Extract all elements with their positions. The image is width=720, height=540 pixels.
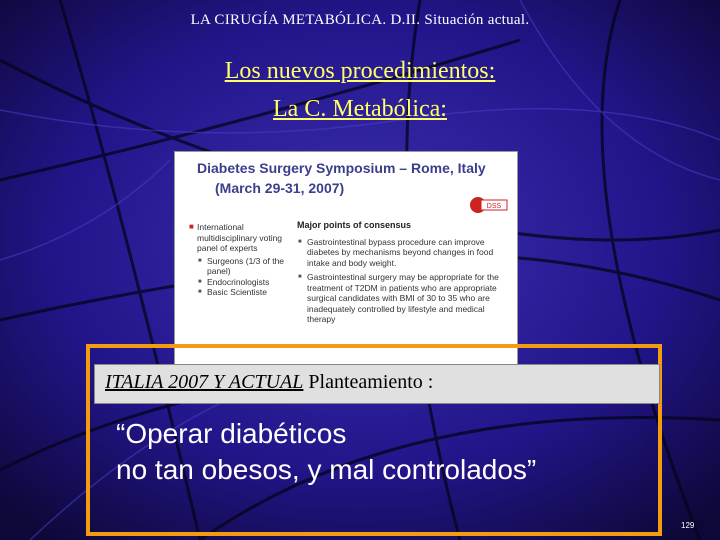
left-list-item: ■ Endocrinologists [207, 277, 301, 288]
left-list-item: ■ Surgeons (1/3 of the panel) [207, 256, 301, 277]
subtitle-line-1: Los nuevos procedimientos: [224, 58, 496, 84]
consensus-item: ■ Gastrointestinal bypass procedure can improve diabetes by mechanisms beyond changes in food intake and body weight. [307, 237, 509, 269]
embedded-slide-image [174, 151, 518, 368]
planteamiento-strip [94, 364, 660, 404]
quote-line-1: “Operar diabéticos [116, 418, 347, 449]
strip-italic-text: ITALIA 2007 Y ACTUAL [105, 371, 304, 393]
planteamiento-text [105, 371, 433, 394]
embedded-slide-date: (March 29-31, 2007) [215, 180, 345, 196]
left-bullet-icon: ■ [189, 222, 194, 231]
page-number: 129 [681, 521, 695, 530]
strip-normal-text: Planteamiento : [303, 371, 434, 393]
embedded-slide-title: Diabetes Surgery Symposium – Rome, Italy [197, 160, 486, 176]
consensus-item: ■ Gastrointestinal surgery may be appropriate for the treatment of T2DM in patients who are appropriate surgical candidates with BMI of 30 to 35 who are inadequately controlled by lifestyle and medical therapy [307, 272, 509, 325]
embedded-slide-left-column [189, 222, 301, 298]
slide-header-title: LA CIRUGÍA METABÓLICA. D.II. Situación actual. [190, 12, 530, 28]
left-intro: International multidisciplinary voting panel of experts [197, 222, 283, 253]
left-list-item: ■ Basic Scientiste [207, 287, 301, 298]
consensus-heading: Major points of consensus [297, 220, 412, 230]
consensus-list [297, 237, 509, 325]
embedded-slide-right-column [297, 220, 509, 329]
dss-logo-text: DSS [486, 203, 502, 210]
dss-logo-icon [469, 194, 509, 216]
left-list [197, 256, 301, 298]
subtitle-line-2: La C. Metabólica: [273, 96, 447, 122]
quote-line-2: no tan obesos, y mal controlados” [116, 454, 537, 485]
